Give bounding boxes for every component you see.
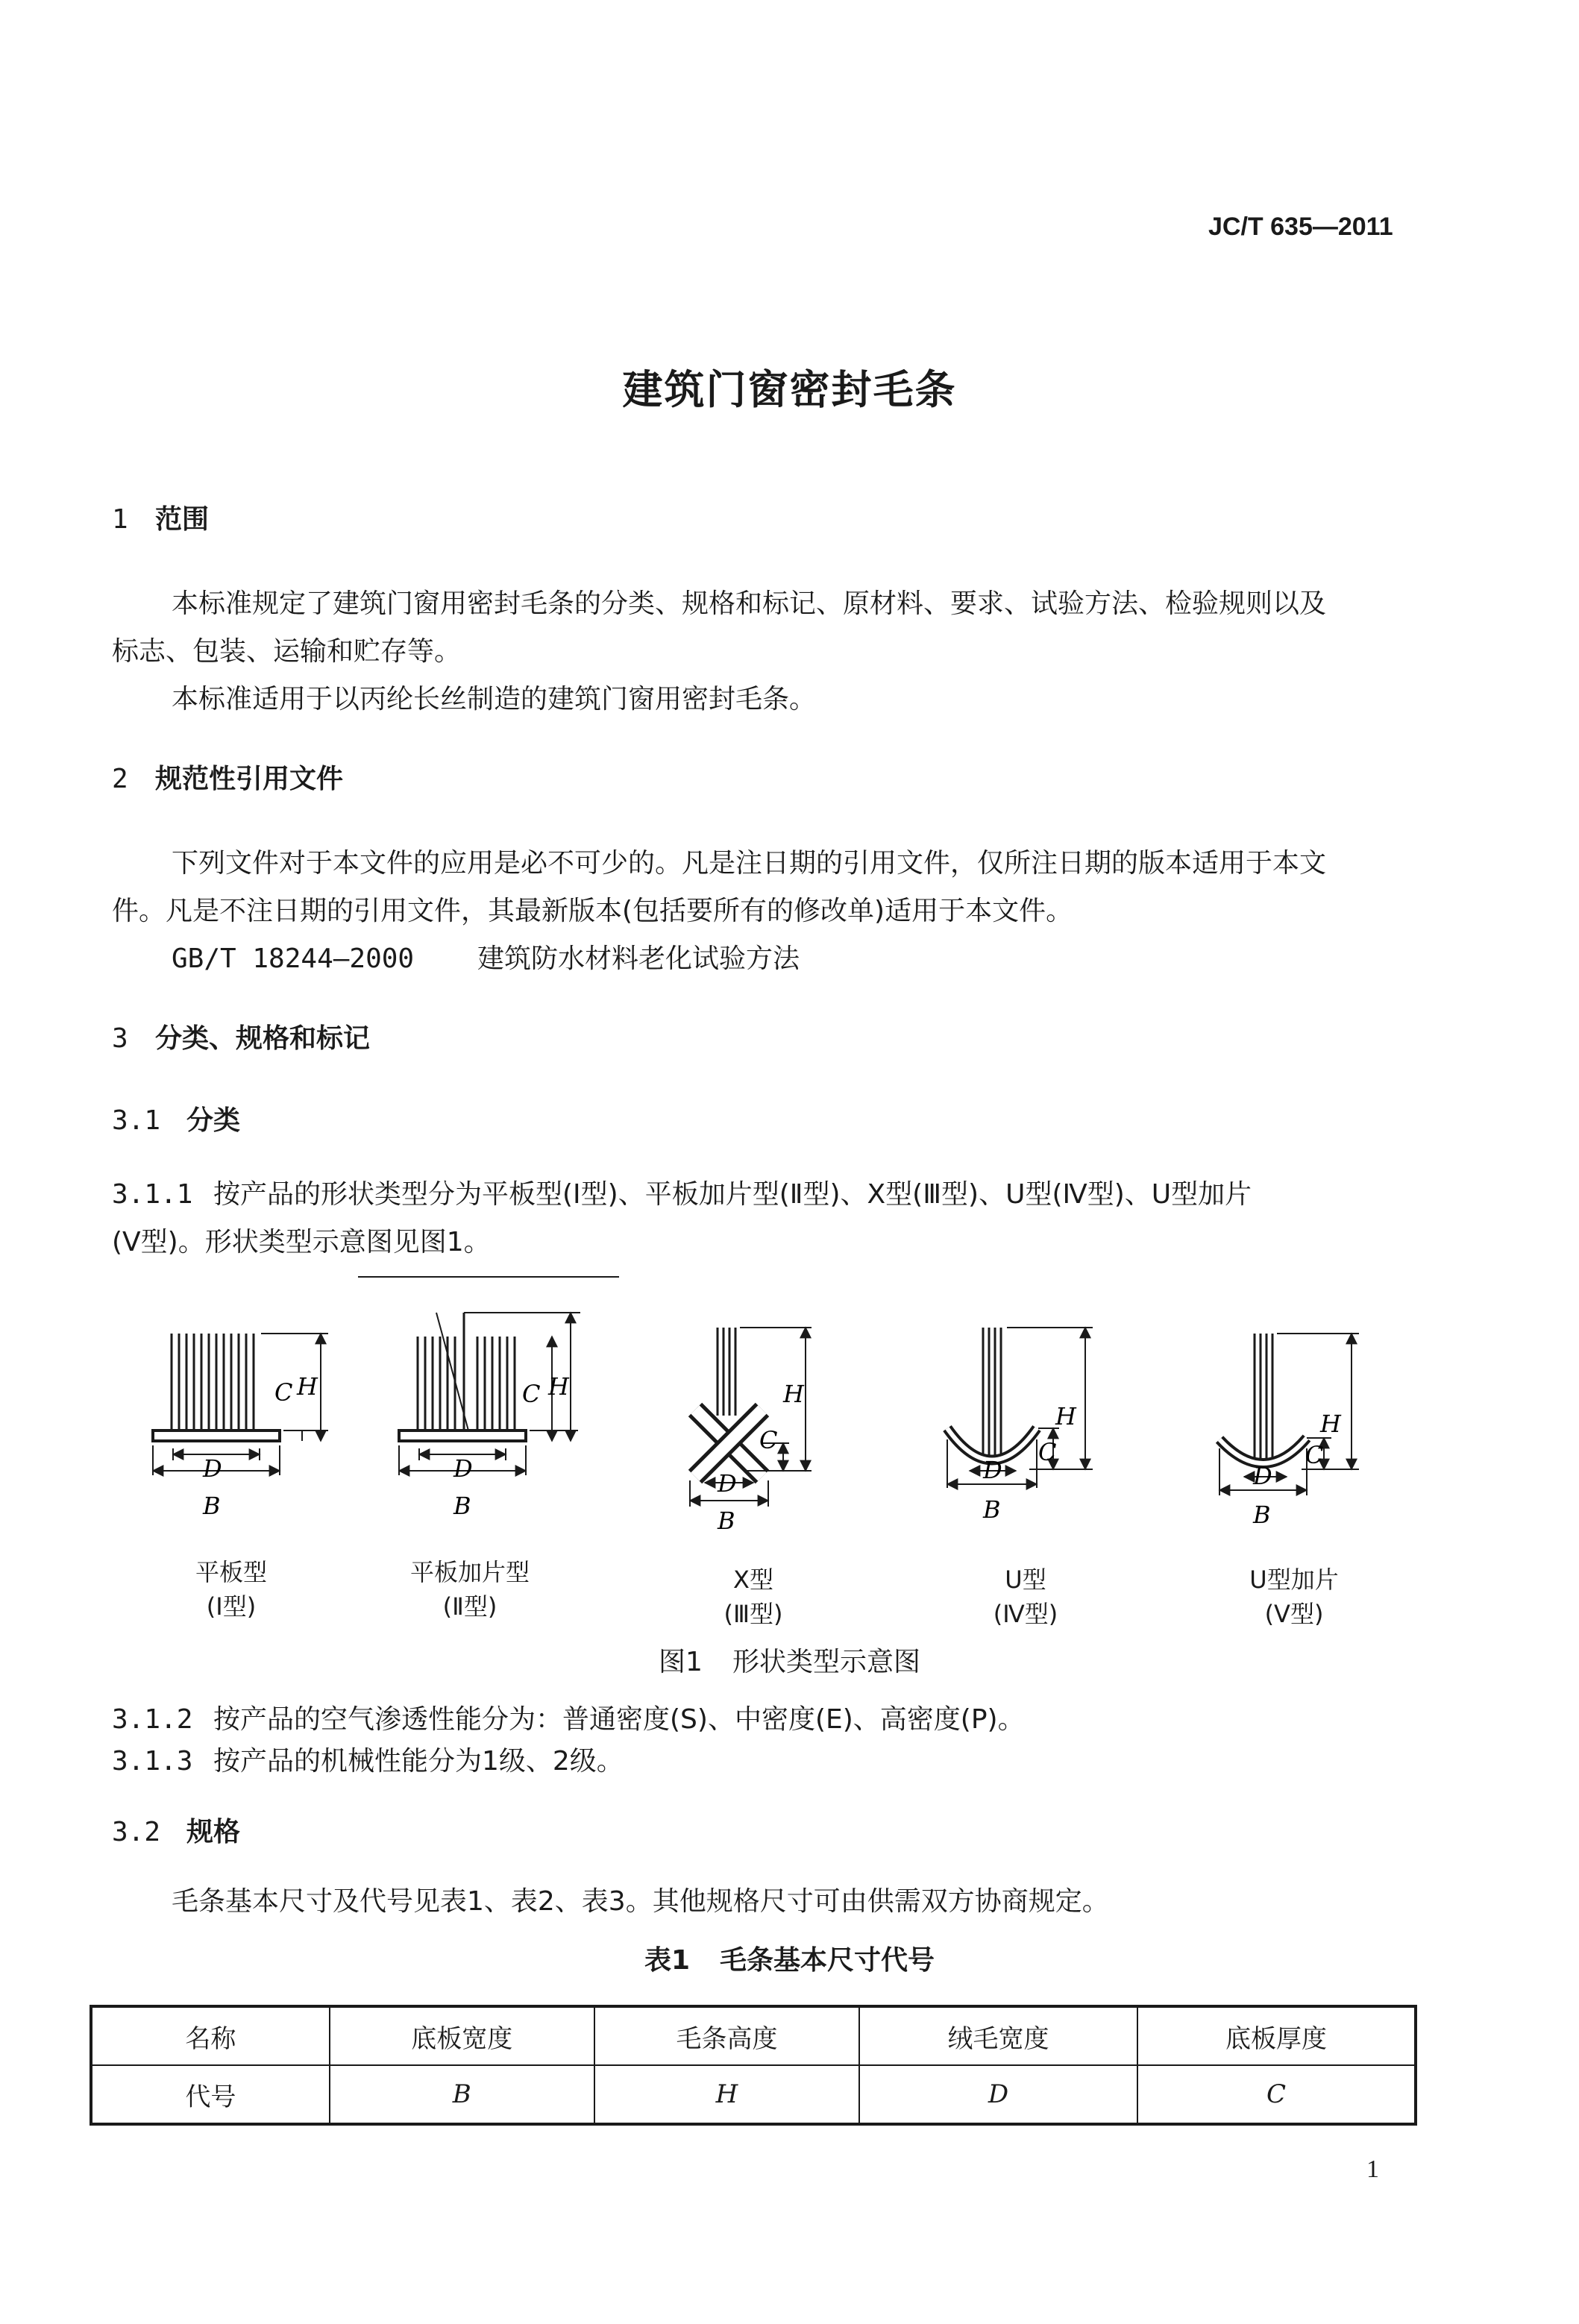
document-title: 建筑门窗密封毛条 [622,366,957,413]
type-name: X型 [733,1565,773,1594]
type-3-x-drawing [690,1328,812,1507]
dim-label-h: H [1320,1410,1341,1438]
clauses-3-1-2-and-3-1-3 [112,1699,1025,1783]
scope-paragraph-2: 本标准适用于以丙纶长丝制造的建筑门窗用密封毛条。 [172,684,817,715]
table-header-cell: 绒毛宽度 [859,2006,1137,2065]
caption-number: 图1 [659,1647,703,1677]
dimension-code-table [90,2005,1417,2126]
type-name: U型 [1005,1565,1046,1594]
type-5-label [1212,1563,1376,1631]
clause-number: 3.1.1 [112,1179,193,1210]
type-name: 平板型 [195,1558,267,1586]
reference-entry [112,935,1326,983]
section-number: 3 [112,1023,128,1054]
dim-label-d: D [203,1454,222,1483]
table-cell: D [859,2065,1137,2124]
table-header-row [91,2006,1416,2065]
text-line: 下列文件对于本文件的应用是必不可少的。凡是注日期的引用文件，仅所注日期的版本适用于本文 [172,848,1327,879]
type-name: 平板加片型 [409,1558,530,1586]
table-header-cell: 底板厚度 [1137,2006,1416,2065]
section-number: 2 [112,764,128,794]
dim-label-c: C [1305,1441,1324,1469]
dim-label-c: C [759,1426,778,1454]
section-title: 范围 [155,504,210,535]
type-4-label [944,1563,1108,1631]
clause-3-1-1 [112,1171,1252,1266]
section-title: 分类 [186,1105,241,1136]
clause-3-1-3 [112,1741,1025,1783]
table-cell: B [330,2065,594,2124]
reference-title: 建筑防水材料老化试验方法 [477,943,800,974]
table-header-cell: 毛条高度 [594,2006,859,2065]
table-header-cell: 名称 [91,2006,330,2065]
section-2-heading [112,758,343,796]
text-line: 件。凡是不注日期的引用文件，其最新版本(包括要所有的修改单)适用于本文件。 [112,896,1073,926]
figure-1-caption [0,1641,1579,1679]
caption-title: 毛条基本尺寸代号 [720,1945,935,1976]
dim-label-c: C [274,1378,293,1407]
scope-paragraph-1 [112,580,1326,723]
section-title: 规格 [186,1817,241,1847]
dim-label-d: D [1253,1462,1272,1490]
section-number: 3.2 [112,1817,161,1847]
clause-text: 按产品的空气渗透性能分为：普通密度(S)、中密度(E)、高密度(P)。 [213,1704,1025,1735]
type-code: (Ⅱ型) [442,1592,497,1621]
table-header-cell: 底板宽度 [330,2006,594,2065]
standard-code: JC/T 635—2011 [1208,213,1393,241]
clause-number: 3.1.3 [112,1746,193,1777]
section-number: 1 [112,504,128,535]
type-1-label [149,1555,313,1624]
table-cell: 代号 [91,2065,330,2124]
type-code: (Ⅴ型) [1264,1600,1324,1628]
type-name: U型加片 [1249,1565,1339,1594]
dim-label-h: H [1055,1402,1076,1430]
type-2-label [380,1555,559,1624]
specification-paragraph: 毛条基本尺寸及代号见表1、表2、表3。其他规格尺寸可由供需双方协商规定。 [172,1886,1109,1917]
reference-code: GB/T 18244—2000 [172,943,415,974]
table-1-caption [0,1939,1579,1977]
dim-label-b: B [983,1495,1001,1524]
clause-text: 按产品的机械性能分为1级、2级。 [213,1746,624,1777]
section-1-heading [112,498,209,536]
text-line: 本标准规定了建筑门窗用密封毛条的分类、规格和标记、原材料、要求、试验方法、检验规则以及 [172,588,1327,619]
dim-label-d: D [453,1454,473,1483]
type-1-flat-drawing [153,1334,328,1475]
section-title: 规范性引用文件 [155,764,344,794]
dim-label-c: C [1038,1438,1057,1466]
references-paragraph [112,840,1326,983]
type-code: (Ⅰ型) [206,1592,257,1621]
table-cell: C [1137,2065,1416,2124]
dim-label-h: H [548,1372,569,1401]
clause-number: 3.1.2 [112,1704,193,1735]
type-3-label [671,1563,835,1631]
section-title: 分类、规格和标记 [155,1023,371,1054]
section-3-heading [112,1017,370,1055]
dim-label-h: H [297,1372,318,1401]
dim-label-b: B [718,1507,735,1535]
text-line: (Ⅴ型)。形状类型示意图见图1。 [112,1227,491,1257]
page-number: 1 [1366,2155,1379,2183]
dim-label-c: C [522,1380,541,1408]
text-line: 按产品的形状类型分为平板型(Ⅰ型)、平板加片型(Ⅱ型)、X型(Ⅲ型)、U型(Ⅳ型)、U型加片 [213,1179,1252,1210]
caption-title: 形状类型示意图 [732,1647,920,1677]
caption-number: 表1 [644,1945,691,1976]
dim-label-b: B [1253,1501,1271,1529]
dim-label-b: B [203,1492,221,1520]
section-number: 3.1 [112,1105,161,1136]
table-cell: H [594,2065,859,2124]
dim-label-d: D [718,1469,737,1498]
type-code: (Ⅲ型) [723,1600,783,1628]
section-3-1-heading [112,1099,240,1137]
type-code: (Ⅳ型) [993,1600,1058,1628]
dim-label-h: H [783,1380,804,1408]
dim-label-b: B [453,1492,471,1520]
section-3-2-heading [112,1811,240,1849]
clause-3-1-2 [112,1699,1025,1741]
text-line: 标志、包装、运输和贮存等。 [112,636,462,667]
table-row [91,2065,1416,2124]
dim-label-d: D [983,1456,1002,1484]
